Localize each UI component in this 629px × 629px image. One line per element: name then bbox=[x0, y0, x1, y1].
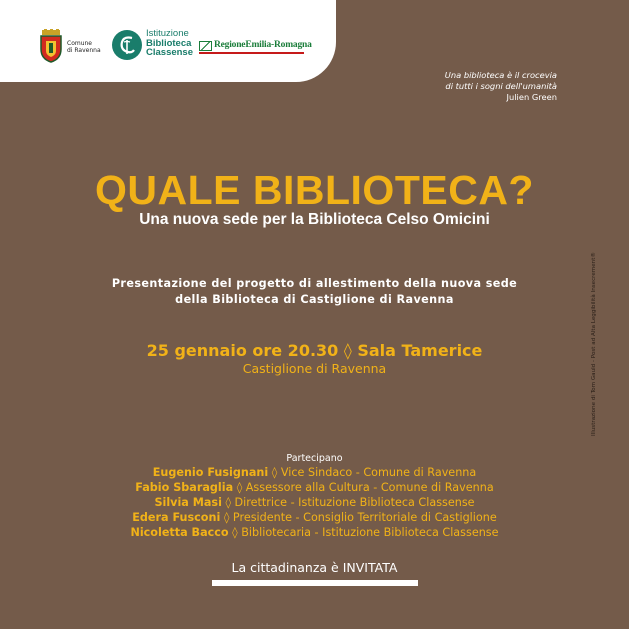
participant-item bbox=[0, 495, 629, 510]
presentation-line2: della Biblioteca di Castiglione di Ravenna bbox=[175, 293, 454, 306]
participant-name: Fabio Sbaraglia bbox=[135, 481, 234, 494]
invitation-text: La cittadinanza è INVITATA bbox=[231, 560, 398, 575]
quote-line1: Una biblioteca è il crocevia bbox=[444, 70, 557, 80]
comune-logo-text bbox=[67, 40, 101, 54]
region-underline bbox=[199, 52, 304, 54]
illustration-credit bbox=[590, 196, 598, 436]
region-logo bbox=[199, 40, 312, 54]
classense-line2: Biblioteca bbox=[146, 37, 192, 49]
main-title: QUALE BIBLIOTECA? bbox=[95, 167, 534, 213]
quote-line2: di tutti i sogni dell'umanità bbox=[445, 81, 557, 91]
comune-line1: Comune bbox=[67, 40, 93, 47]
participant-role: ◊ Direttrice - Istituzione Biblioteca Classense bbox=[221, 496, 475, 509]
region-logo-text: RegioneEmilia-Romagna bbox=[214, 40, 312, 50]
participant-item bbox=[0, 480, 629, 495]
event-place: Castiglione di Ravenna bbox=[242, 361, 387, 376]
comune-line2: di Ravenna bbox=[67, 47, 101, 54]
classense-line3: Classense bbox=[146, 47, 194, 58]
epigraph-quote bbox=[445, 70, 557, 103]
classense-logo-text bbox=[146, 29, 193, 58]
participant-role: ◊ Assessore alla Cultura - Comune di Ravenna bbox=[233, 481, 494, 494]
participants-label: Partecipano bbox=[286, 453, 343, 464]
classense-line1: Istituzione bbox=[146, 28, 189, 39]
participant-name: Eugenio Fusignani bbox=[152, 466, 269, 479]
quote-author: Julien Green bbox=[506, 92, 557, 102]
comune-crest-icon bbox=[38, 29, 64, 63]
participant-role: ◊ Presidente - Consiglio Territoriale di Castiglione bbox=[220, 511, 497, 524]
participants-list bbox=[0, 465, 629, 540]
participant-item bbox=[0, 510, 629, 525]
participant-item bbox=[0, 525, 629, 540]
illustration-credit-text: Illustrazione di Tom Gauld - Post ad Alta Leggibilità Insecrement® bbox=[591, 251, 597, 436]
participant-role: ◊ Bibliotecaria - Istituzione Biblioteca Classense bbox=[228, 526, 499, 539]
participant-name: Silvia Masi bbox=[154, 496, 222, 509]
classense-emblem-icon bbox=[111, 29, 143, 61]
presentation-line1: Presentazione del progetto di allestimento della nuova sede bbox=[111, 277, 518, 290]
invitation-underline bbox=[212, 580, 418, 586]
region-flag-icon bbox=[199, 41, 212, 51]
participant-name: Nicoletta Bacco bbox=[130, 526, 229, 539]
participant-name: Edera Fusconi bbox=[132, 511, 221, 524]
presentation-text bbox=[0, 276, 629, 308]
subtitle: Una nuova sede per la Biblioteca Celso Omicini bbox=[139, 211, 490, 228]
participant-role: ◊ Vice Sindaco - Comune di Ravenna bbox=[268, 466, 477, 479]
participant-item bbox=[0, 465, 629, 480]
event-date-line: 25 gennaio ore 20.30 ◊ Sala Tamerice bbox=[146, 341, 483, 360]
